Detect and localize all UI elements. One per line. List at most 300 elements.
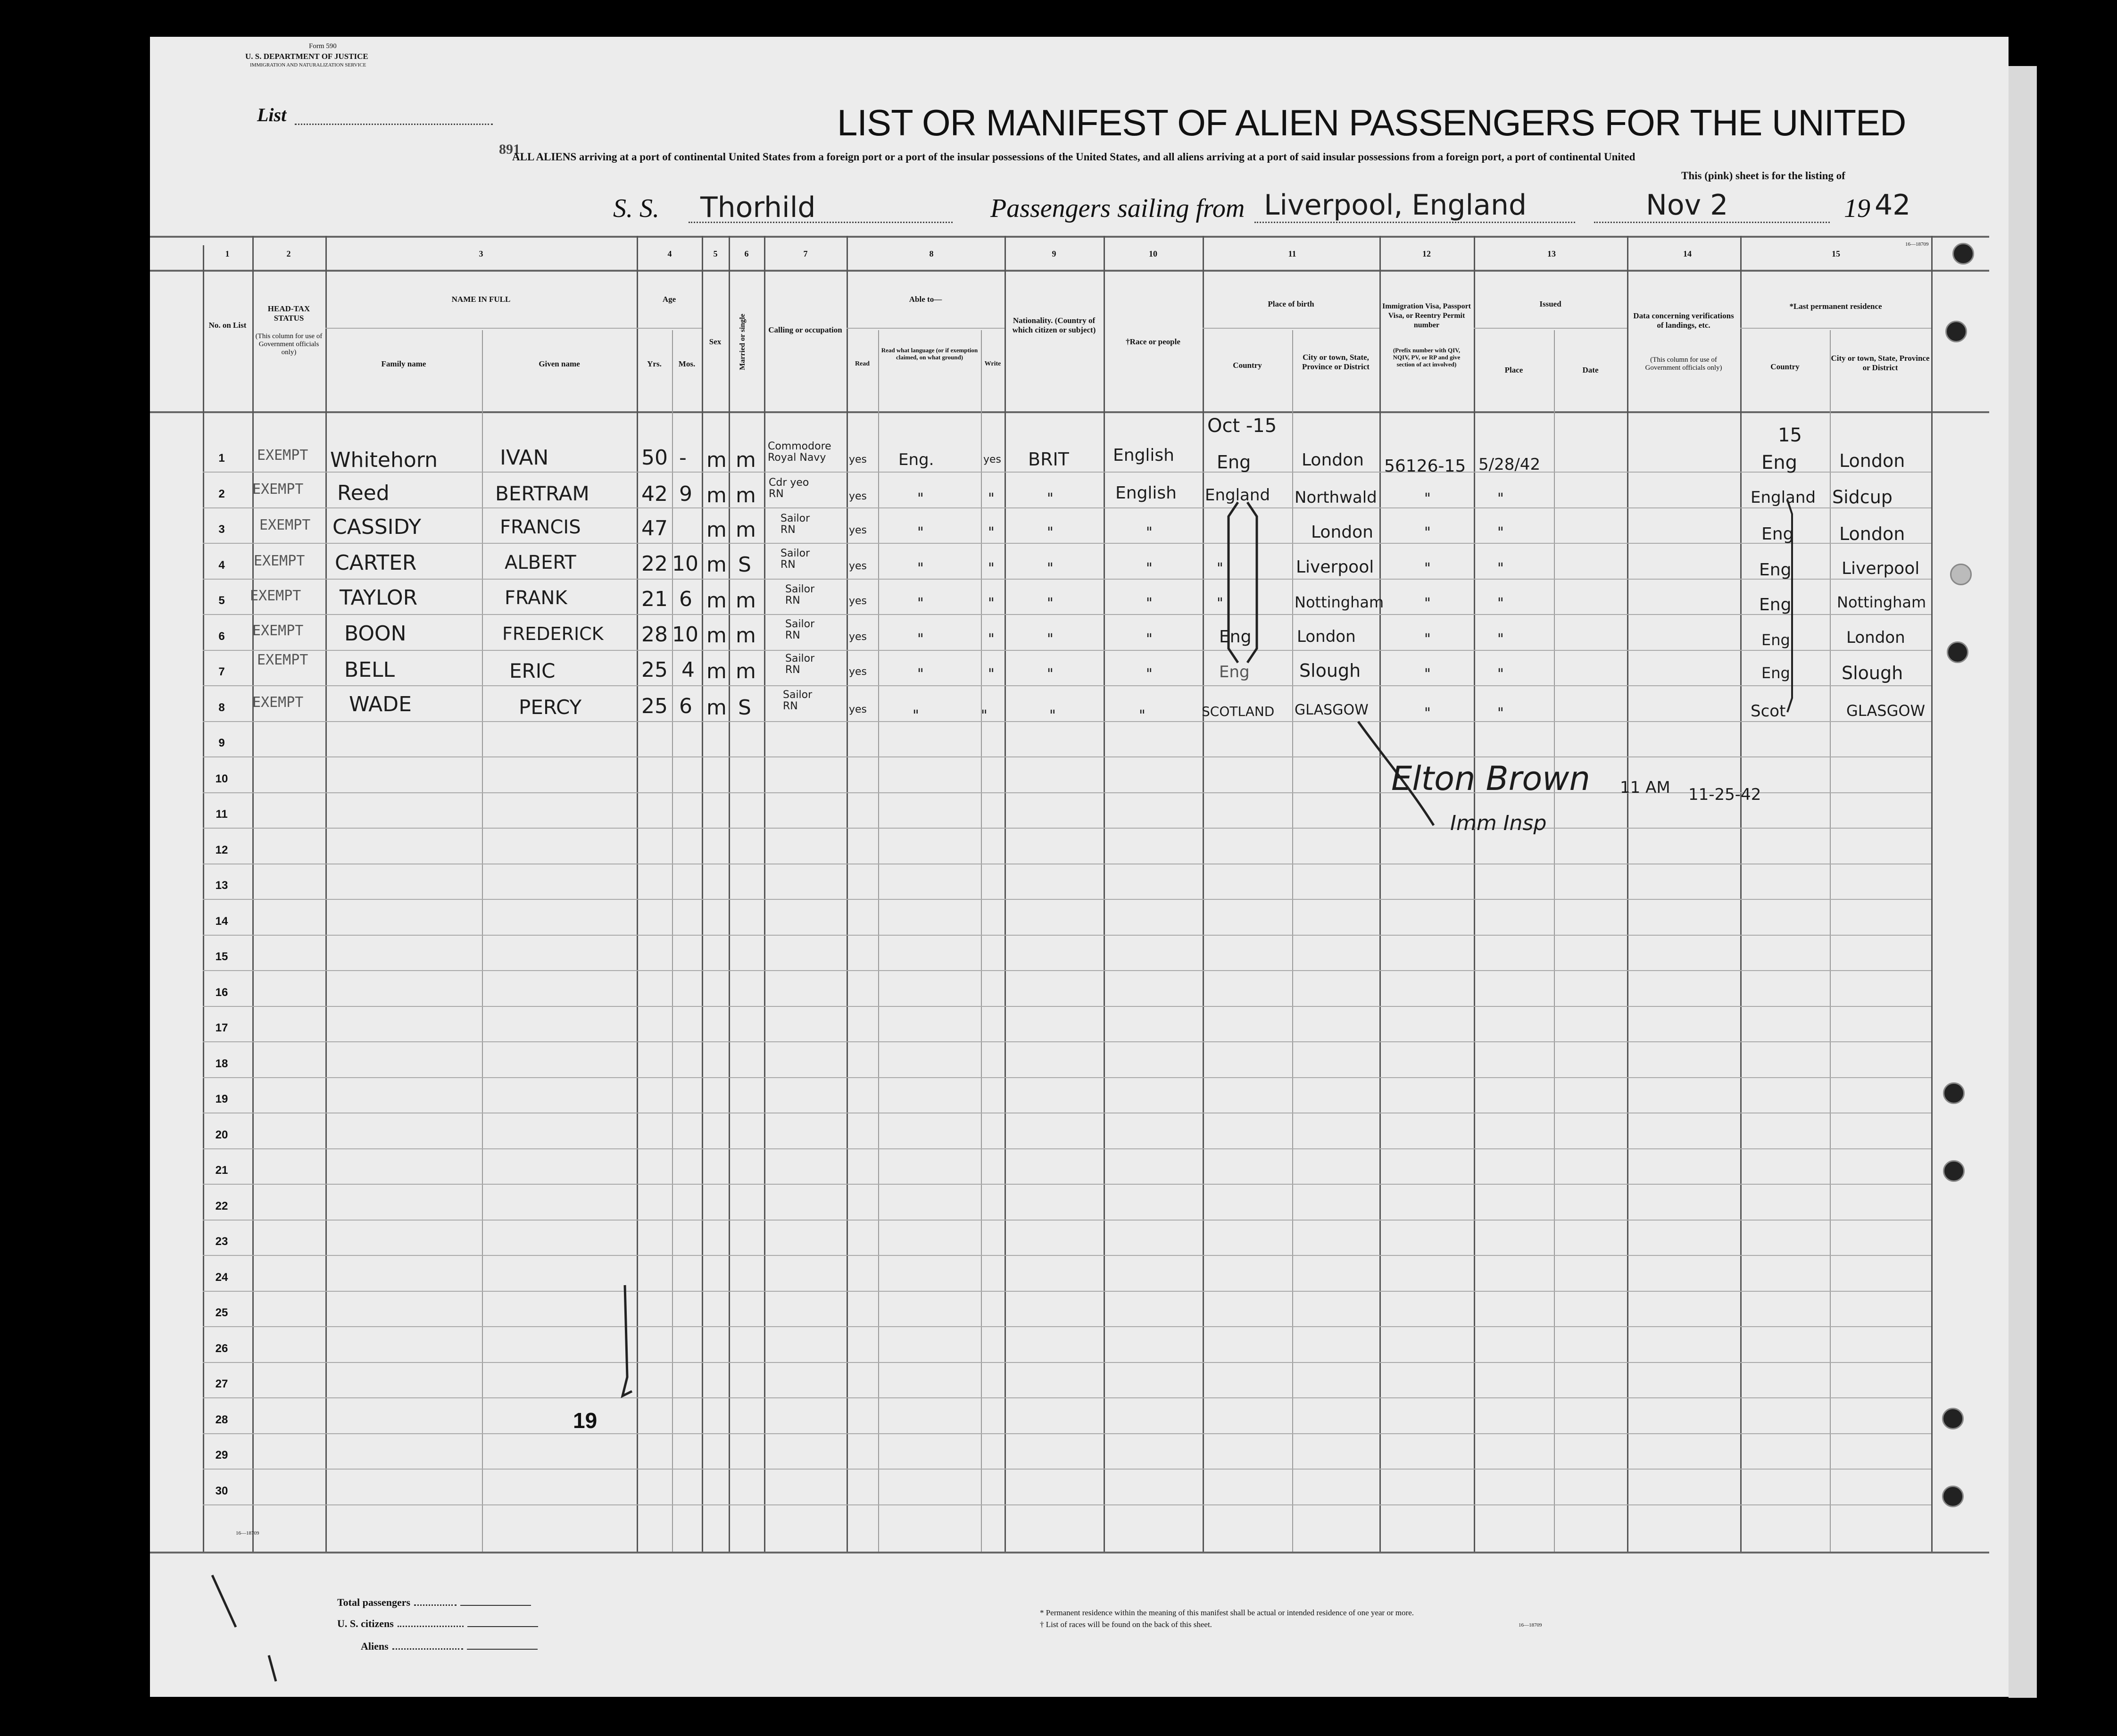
write-5: " bbox=[988, 595, 995, 612]
header-race: †Race or people bbox=[1126, 337, 1180, 346]
row-rule bbox=[203, 1255, 1931, 1256]
language-5: " bbox=[917, 595, 924, 612]
header-verifications-note: (This column for use of Government officials only) bbox=[1645, 356, 1722, 372]
row-rule bbox=[203, 1006, 1931, 1007]
col-number-13: 13 bbox=[1547, 249, 1556, 258]
read-3: yes bbox=[849, 524, 867, 536]
issued-date-7: " bbox=[1497, 666, 1504, 682]
occupation-8: Sailor RN bbox=[783, 689, 813, 712]
birth-country-1: Eng bbox=[1217, 452, 1251, 473]
family-name-5: TAYLOR bbox=[340, 586, 418, 610]
department-name: U. S. DEPARTMENT OF JUSTICE bbox=[245, 52, 368, 61]
birth-country-2: England bbox=[1205, 486, 1270, 505]
row-number: 28 bbox=[215, 1413, 228, 1426]
col-number-15: 15 bbox=[1832, 249, 1840, 258]
row-number: 26 bbox=[215, 1342, 228, 1355]
sailing-port: Liverpool, England bbox=[1264, 189, 1527, 222]
visa-7: " bbox=[1424, 666, 1431, 682]
race-3: " bbox=[1146, 524, 1153, 541]
col-divider-13b bbox=[1554, 330, 1555, 1552]
year-prefix: 19 bbox=[1844, 194, 1870, 223]
tax-status-7: EXEMPT bbox=[257, 652, 308, 668]
visa-2: " bbox=[1424, 490, 1431, 507]
row-rule bbox=[203, 685, 1931, 686]
inspector-signature: Elton Brown bbox=[1391, 759, 1590, 798]
header-married: Married or single bbox=[739, 314, 747, 370]
year-suffix: 42 bbox=[1875, 189, 1911, 222]
header-place-of-birth: Place of birth bbox=[1268, 299, 1314, 308]
total-passengers-text: Total passengers bbox=[337, 1596, 411, 1608]
row-rule bbox=[203, 1041, 1931, 1042]
res-country-8: Scot bbox=[1751, 702, 1786, 721]
row-number: 14 bbox=[215, 914, 228, 928]
marital-4: S bbox=[738, 553, 751, 577]
age-yrs-2: 42 bbox=[641, 482, 668, 506]
tax-status-6: EXEMPT bbox=[252, 623, 304, 639]
marital-5: m bbox=[736, 589, 756, 613]
sailing-label: Passengers sailing from bbox=[990, 194, 1245, 223]
subheader-rule-name bbox=[325, 328, 637, 329]
given-name-6: FREDERICK bbox=[502, 623, 604, 644]
tax-status-1: EXEMPT bbox=[257, 447, 308, 464]
marital-6: m bbox=[736, 623, 756, 648]
res-country-5: Eng bbox=[1759, 595, 1792, 615]
nationality-2: " bbox=[1047, 490, 1054, 507]
inspector-title: Imm Insp bbox=[1450, 811, 1547, 835]
subheader-rule-issued bbox=[1474, 328, 1627, 329]
nationality-5: " bbox=[1047, 595, 1054, 612]
language-7: " bbox=[917, 666, 924, 682]
row-number: 6 bbox=[218, 630, 225, 643]
visa-4: " bbox=[1424, 560, 1431, 577]
row-rule bbox=[203, 472, 1931, 473]
marital-1: m bbox=[736, 448, 756, 472]
age-mos-6: 10 bbox=[672, 623, 698, 647]
tax-status-2: EXEMPT bbox=[252, 481, 304, 498]
col-number-8: 8 bbox=[929, 249, 934, 258]
row-rule bbox=[203, 721, 1931, 722]
binder-hole bbox=[1943, 1082, 1965, 1104]
read-2: yes bbox=[849, 490, 867, 502]
marital-8: S bbox=[738, 696, 751, 720]
marital-2: m bbox=[736, 483, 756, 507]
col-divider-1 bbox=[203, 245, 204, 1552]
header-birth-city: City or town, State, Province or District bbox=[1302, 353, 1370, 371]
header-given-name: Given name bbox=[539, 359, 580, 368]
birth-city-2: Northwald bbox=[1295, 488, 1377, 507]
language-2: " bbox=[917, 490, 924, 507]
col-divider-11 bbox=[1203, 236, 1204, 1552]
nationality-6: " bbox=[1047, 631, 1054, 648]
header-visa: Immigration Visa, Passport Visa, or Reentry Permit number bbox=[1382, 302, 1471, 329]
ship-name-line bbox=[689, 222, 953, 223]
visa-1: 56126-15 bbox=[1384, 457, 1466, 476]
form-number: Form 590 bbox=[309, 42, 337, 50]
header-residence-country: Country bbox=[1770, 362, 1800, 371]
birth-city-5: Nottingham bbox=[1295, 593, 1384, 611]
row-number: 9 bbox=[218, 737, 225, 749]
given-name-7: ERIC bbox=[509, 659, 556, 682]
sailing-date: Nov 2 bbox=[1646, 189, 1728, 222]
sex-5: m bbox=[706, 589, 727, 613]
age-mos-8: 6 bbox=[679, 694, 692, 718]
birth-city-6: London bbox=[1297, 627, 1356, 646]
row-number: 13 bbox=[215, 879, 228, 892]
header-calling: Calling or occupation bbox=[768, 325, 842, 334]
binder-hole bbox=[1945, 321, 1967, 342]
row-number: 29 bbox=[215, 1449, 228, 1462]
language-1: Eng. bbox=[898, 450, 934, 469]
birth-country-ditto-bracket bbox=[1210, 498, 1271, 667]
occupation-6: Sailor RN bbox=[785, 618, 815, 641]
header-last-residence: *Last permanent residence bbox=[1789, 302, 1882, 311]
signed-time: 11 AM bbox=[1620, 778, 1670, 797]
col-number-14: 14 bbox=[1683, 249, 1692, 258]
marital-7: m bbox=[736, 659, 756, 683]
read-7: yes bbox=[849, 666, 867, 678]
binder-hole bbox=[1942, 1408, 1964, 1429]
col-divider-6 bbox=[729, 236, 730, 1552]
tax-status-3: EXEMPT bbox=[259, 517, 311, 533]
header-name-in-full: NAME IN FULL bbox=[451, 295, 511, 304]
footer-note-residence: * Permanent residence within the meaning of this manifest shall be actual or intended residence of one year or more. bbox=[1040, 1608, 1414, 1617]
marital-3: m bbox=[736, 518, 756, 542]
page-count: 19 bbox=[573, 1408, 598, 1433]
sailing-port-line bbox=[1254, 222, 1575, 223]
header-residence-city: City or town, State, Province or District bbox=[1831, 354, 1930, 372]
intro-text: ALL ALIENS arriving at a port of continental United States from a foreign port or a port of the insular possessions of the United States, and all aliens arriving at a port of said insular possessions from a foreign port, a port of continental United bbox=[512, 151, 1635, 163]
col-divider-14 bbox=[1627, 236, 1628, 1552]
sex-1: m bbox=[706, 448, 727, 472]
row-rule bbox=[203, 1077, 1931, 1078]
col-divider-16 bbox=[1931, 236, 1933, 1552]
subheader-rule-birth bbox=[1203, 328, 1379, 329]
row-number: 1 bbox=[218, 452, 225, 465]
sailing-date-line bbox=[1594, 222, 1830, 223]
occupation-2: Cdr yeo RN bbox=[769, 477, 809, 500]
header-bottom-rule bbox=[150, 411, 1989, 413]
nationality-1: BRIT bbox=[1028, 449, 1069, 470]
issued-date-6: " bbox=[1497, 631, 1504, 648]
print-code-left: 16—18709 bbox=[236, 1530, 259, 1536]
col-divider-7 bbox=[764, 236, 765, 1552]
row-rule bbox=[203, 1220, 1931, 1221]
row-rule bbox=[203, 1291, 1931, 1292]
col-number-9: 9 bbox=[1052, 249, 1056, 258]
race-2: English bbox=[1115, 483, 1177, 503]
header-able-to: Able to— bbox=[909, 295, 942, 304]
age-mos-1: - bbox=[679, 446, 687, 470]
col-divider-8 bbox=[847, 236, 848, 1552]
us-citizens-text: U. S. citizens bbox=[337, 1618, 394, 1629]
row-number: 30 bbox=[215, 1484, 228, 1497]
sex-3: m bbox=[706, 518, 727, 542]
manifest-sheet bbox=[150, 37, 2009, 1697]
row-number: 23 bbox=[215, 1235, 228, 1248]
birth-city-1: London bbox=[1302, 450, 1364, 470]
occupation-3: Sailor RN bbox=[780, 513, 810, 536]
given-name-2: BERTRAM bbox=[495, 482, 589, 505]
header-sex: Sex bbox=[709, 337, 722, 346]
occupation-4: Sailor RN bbox=[780, 548, 810, 571]
birth-city-3: London bbox=[1311, 523, 1373, 542]
family-name-1: Whitehorn bbox=[330, 448, 438, 472]
col-divider-9 bbox=[1005, 236, 1006, 1552]
aliens-label bbox=[361, 1640, 538, 1653]
header-nationality: Nationality. (Country of which citizen or subject) bbox=[1012, 316, 1096, 334]
row-number: 12 bbox=[215, 843, 228, 856]
row-rule bbox=[203, 1326, 1931, 1327]
col-divider-10 bbox=[1104, 236, 1105, 1552]
res-country-7: Eng bbox=[1761, 664, 1790, 682]
header-family-name: Family name bbox=[381, 359, 426, 368]
margin-mark bbox=[611, 1283, 639, 1405]
list-number-line bbox=[295, 124, 493, 125]
row-rule bbox=[203, 1504, 1931, 1505]
res-city-5: Nottingham bbox=[1837, 593, 1926, 611]
res-country-1: Eng bbox=[1761, 452, 1798, 473]
sex-8: m bbox=[706, 696, 727, 720]
write-3: " bbox=[988, 524, 995, 541]
race-8: " bbox=[1139, 707, 1146, 724]
age-mos-4: 10 bbox=[672, 552, 698, 576]
col-number-11: 11 bbox=[1288, 249, 1296, 258]
subheader-rule-age bbox=[637, 328, 702, 329]
row-number: 27 bbox=[215, 1378, 228, 1390]
header-head-tax-note: (This column for use of Government officials only) bbox=[255, 332, 323, 356]
row-number: 21 bbox=[215, 1164, 228, 1177]
col-number-2: 2 bbox=[286, 249, 291, 258]
tax-status-8: EXEMPT bbox=[252, 694, 304, 711]
given-name-5: FRANK bbox=[505, 587, 567, 609]
row-rule bbox=[203, 650, 1931, 651]
visa-5: " bbox=[1424, 595, 1431, 612]
row-number: 17 bbox=[215, 1022, 228, 1034]
row-rule bbox=[203, 1469, 1931, 1470]
birth-country-7: Eng bbox=[1219, 663, 1250, 681]
nationality-4: " bbox=[1047, 560, 1054, 577]
row-number: 4 bbox=[218, 558, 225, 572]
row-number: 25 bbox=[215, 1306, 228, 1319]
col-divider-11b bbox=[1292, 330, 1293, 1552]
language-3: " bbox=[917, 524, 924, 541]
row-rule bbox=[203, 1397, 1931, 1398]
age-mos-7: 4 bbox=[681, 658, 695, 682]
res-country-6: Eng bbox=[1761, 631, 1790, 649]
issued-date-8: " bbox=[1497, 705, 1504, 722]
res-city-6: London bbox=[1846, 628, 1905, 647]
issued-date-2: " bbox=[1497, 490, 1504, 507]
occupation-7: Sailor RN bbox=[785, 653, 815, 676]
row-number: 3 bbox=[218, 523, 225, 536]
row-number: 5 bbox=[218, 594, 225, 607]
write-4: " bbox=[988, 560, 995, 577]
col-divider-5 bbox=[702, 236, 703, 1552]
col-divider-13 bbox=[1474, 236, 1475, 1552]
row-number: 2 bbox=[218, 487, 225, 500]
row-rule bbox=[203, 1433, 1931, 1434]
sex-4: m bbox=[706, 553, 727, 577]
header-read: Read bbox=[855, 360, 870, 367]
race-6: " bbox=[1146, 631, 1153, 648]
aliens-text: Aliens bbox=[361, 1640, 389, 1652]
col-divider-3 bbox=[325, 236, 327, 1552]
col-divider-15 bbox=[1740, 236, 1742, 1552]
birth-country-4: " bbox=[1217, 560, 1223, 577]
res-city-8: GLASGOW bbox=[1846, 702, 1926, 720]
read-6: yes bbox=[849, 631, 867, 643]
intro-text-2: This (pink) sheet is for the listing of bbox=[1681, 170, 1845, 182]
given-name-4: ALBERT bbox=[505, 552, 576, 573]
print-code-footer: 16—18709 bbox=[1519, 1622, 1542, 1628]
col-divider-2 bbox=[252, 236, 254, 1552]
family-name-7: BELL bbox=[344, 658, 395, 682]
age-mos-5: 6 bbox=[679, 587, 692, 611]
row-rule bbox=[203, 543, 1931, 544]
row-number: 22 bbox=[215, 1199, 228, 1213]
col-number-10: 10 bbox=[1149, 249, 1157, 258]
res-country-4: Eng bbox=[1759, 560, 1792, 580]
ship-name: Thorhild bbox=[700, 191, 816, 224]
res-country-3: Eng bbox=[1761, 524, 1794, 544]
row-rule bbox=[203, 899, 1931, 900]
col-divider-4b bbox=[672, 330, 673, 1552]
row-number: 18 bbox=[215, 1057, 228, 1070]
write-1: yes bbox=[983, 454, 1002, 465]
age-yrs-4: 22 bbox=[641, 552, 668, 576]
given-name-1: IVAN bbox=[500, 446, 549, 470]
col-number-5: 5 bbox=[713, 249, 718, 258]
language-6: " bbox=[917, 631, 924, 648]
res-country-2: England bbox=[1751, 488, 1816, 507]
nationality-8: " bbox=[1049, 707, 1056, 724]
read-5: yes bbox=[849, 595, 867, 607]
family-name-6: BOON bbox=[344, 622, 407, 646]
row-number: 15 bbox=[215, 950, 228, 963]
residence-note: 15 bbox=[1778, 424, 1802, 446]
race-4: " bbox=[1146, 560, 1153, 577]
row-rule bbox=[203, 970, 1931, 971]
row-rule bbox=[203, 1184, 1931, 1185]
read-4: yes bbox=[849, 560, 867, 572]
row-number: 7 bbox=[218, 665, 225, 678]
row-number: 8 bbox=[218, 701, 225, 714]
family-name-4: CARTER bbox=[335, 551, 417, 575]
header-age: Age bbox=[662, 295, 676, 304]
header-read-language: Read what language (or if exemption claimed, on what ground) bbox=[881, 347, 978, 361]
given-name-8: PERCY bbox=[519, 696, 582, 719]
row-number: 19 bbox=[215, 1093, 228, 1105]
row-rule bbox=[203, 828, 1931, 829]
row-rule bbox=[203, 579, 1931, 580]
binder-hole bbox=[1947, 641, 1968, 663]
col-divider-8c bbox=[981, 330, 982, 1552]
row-number: 20 bbox=[215, 1128, 228, 1141]
total-passengers-label bbox=[337, 1596, 531, 1609]
header-yrs: Yrs. bbox=[647, 359, 662, 368]
footer-margin-mark bbox=[208, 1570, 283, 1684]
nationality-3: " bbox=[1047, 524, 1054, 541]
adjacent-sheet-edge bbox=[2009, 66, 2037, 1698]
col-divider-8b bbox=[878, 330, 879, 1552]
header-mos: Mos. bbox=[678, 359, 696, 368]
issued-date-4: " bbox=[1497, 560, 1504, 577]
race-5: " bbox=[1146, 595, 1153, 612]
res-city-7: Slough bbox=[1842, 663, 1903, 683]
row-rule bbox=[203, 756, 1931, 757]
birth-country-5: " bbox=[1217, 595, 1223, 612]
header-issued-place: Place bbox=[1504, 365, 1523, 374]
birth-country-8: SCOTLAND bbox=[1202, 704, 1275, 719]
header-no-on-list: No. on List bbox=[208, 321, 247, 330]
colnum-rule bbox=[150, 270, 1989, 272]
binder-hole bbox=[1950, 564, 1972, 585]
sex-2: m bbox=[706, 483, 727, 507]
write-2: " bbox=[988, 490, 995, 507]
row-rule bbox=[203, 935, 1931, 936]
us-citizens-label bbox=[337, 1618, 538, 1630]
header-verifications: Data concerning verifications of landings, etc. bbox=[1633, 311, 1734, 330]
row-rule bbox=[203, 1148, 1931, 1149]
list-label: List bbox=[257, 104, 287, 125]
table-bottom-rule bbox=[150, 1552, 1989, 1553]
birth-city-8: GLASGOW bbox=[1295, 702, 1369, 718]
binder-hole bbox=[1942, 1486, 1964, 1507]
res-city-1: London bbox=[1839, 450, 1905, 471]
age-yrs-7: 25 bbox=[641, 658, 668, 682]
birth-city-7: Slough bbox=[1299, 660, 1361, 681]
header-write: Write bbox=[984, 360, 1001, 367]
age-yrs-6: 28 bbox=[641, 623, 668, 647]
row-number: 16 bbox=[215, 986, 228, 999]
birth-country-6: Eng bbox=[1219, 627, 1252, 647]
header-head-tax: HEAD-TAX STATUS bbox=[267, 304, 310, 323]
read-1: yes bbox=[849, 454, 867, 465]
col-divider-3b bbox=[482, 330, 483, 1552]
header-issued: Issued bbox=[1539, 299, 1561, 308]
issued-date-3: " bbox=[1497, 524, 1504, 541]
occupation-5: Sailor RN bbox=[785, 583, 815, 606]
header-birth-country: Country bbox=[1233, 361, 1262, 370]
sex-7: m bbox=[706, 659, 727, 683]
language-8: " bbox=[913, 707, 919, 724]
print-code-top: 16—18709 bbox=[1905, 241, 1929, 247]
manifest-title: LIST OR MANIFEST OF ALIEN PASSENGERS FOR THE UNITED bbox=[837, 102, 1906, 143]
header-issued-date: Date bbox=[1582, 365, 1599, 374]
row-number: 10 bbox=[215, 772, 228, 785]
res-city-3: London bbox=[1839, 523, 1905, 544]
subheader-rule-residence bbox=[1740, 328, 1931, 329]
language-4: " bbox=[917, 560, 924, 577]
age-yrs-3: 47 bbox=[641, 516, 668, 540]
sex-6: m bbox=[706, 623, 727, 648]
issued-date-1: 5/28/42 bbox=[1478, 455, 1541, 474]
family-name-3: CASSIDY bbox=[332, 515, 422, 539]
issued-date-5: " bbox=[1497, 595, 1504, 612]
col-number-4: 4 bbox=[667, 249, 672, 258]
col-number-12: 12 bbox=[1422, 249, 1431, 258]
row-rule bbox=[203, 1362, 1931, 1363]
footer-note-races: † List of races will be found on the back of this sheet. bbox=[1040, 1620, 1212, 1629]
age-yrs-1: 50 bbox=[641, 446, 668, 470]
row-number: 11 bbox=[216, 808, 228, 821]
age-yrs-5: 21 bbox=[641, 587, 668, 611]
birth-date-note: Oct -15 bbox=[1207, 415, 1277, 437]
occupation-1: Commodore Royal Navy bbox=[768, 440, 831, 464]
res-city-2: Sidcup bbox=[1832, 487, 1893, 507]
given-name-3: FRANCIS bbox=[500, 516, 581, 538]
write-7: " bbox=[988, 666, 995, 682]
